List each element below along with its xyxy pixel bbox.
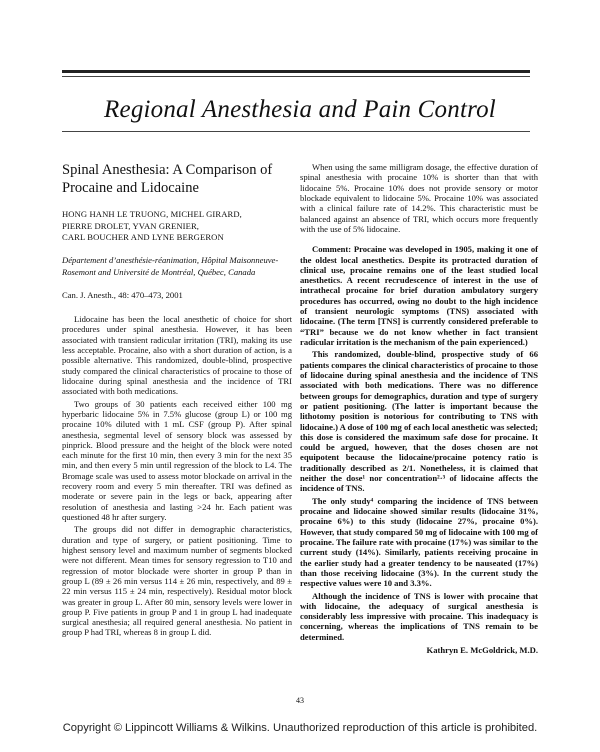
section-title: Regional Anesthesia and Pain Control: [104, 96, 496, 123]
article-title: Spinal Anesthesia: A Comparison of Procaine and Lidocaine: [62, 162, 273, 196]
author-list: [62, 209, 292, 243]
comment-paragraph: This randomized, double-blind, prospective study of 66 patients compares the clinical characteristics of procaine to those of lidocaine during spinal anesthesia and the incidence of TNS associated with both medications. There was no difference between groups for demographics, duration and type of surgery or patient positioning. (The latter is important because the lithotomy position is notorious for contributing to TNS with lidocaine.) A dose of 100 mg of each local anesthetic was selected; this dose is considered the maximum safe dose for procaine. It could be argued, however, that the doses chosen are not equipotent because the lidocaine/procaine potency ratio is traditionally described as 2/1. Nonetheless, it is claimed that neither the dose¹ nor concentration²·³ of lidocaine affects the incidence of TNS.: [300, 349, 538, 494]
header-thin-rule: [62, 76, 530, 77]
affiliation: Département d’anesthésie-réanimation, Hôpital Maisonneuve-Rosemont and Université de Montréal, Québec, Canada: [62, 255, 279, 277]
page-number: 43: [296, 696, 304, 705]
citation: Can. J. Anesth., 48: 470–473, 2001: [62, 289, 183, 300]
body-paragraph: Two groups of 30 patients each received either 100 mg hyperbaric lidocaine 5% in 7.5% glucose (group L) or 100 mg procaine 10% diluted with 1 mL CSF (group P). After spinal anesthesia, segmental level of sensory block was assessed by pinprick. Blood pressure and the height of the block were noted each minute for the first 10 min, then every 3 min for the next 35 min, and then every 5 min until regression of the block to L4. The Bromage scale was used to assess motor blockade on arrival in the recovery room and every 5 min thereafter. TRI was defined as moderate or severe pain in the legs or back, appearing after resolution of anesthesia and lasting >24 hr. Each patient was questioned 48 hr after surgery.: [62, 398, 292, 522]
author-line: PIERRE DROLET, YVAN GRENIER,: [62, 220, 200, 231]
right-column: [300, 162, 538, 655]
comment-paragraph: Although the incidence of TNS is lower with procaine that with lidocaine, the adequacy of surgical anesthesia is considerably less impressive with procaine. This inadequacy is concerning, whereas the implications of TNS remain to be determined.: [300, 590, 538, 642]
author-signature: Kathryn E. McGoldrick, M.D.: [426, 645, 538, 656]
comment-paragraph: The only study⁴ comparing the incidence of TNS between procaine and lidocaine showed similar results (lidocaine 31%, procaine 6%) to this study (lidocaine 27%, procaine 0%). However, that study compared 50 mg of lidocaine with 100 mg of procaine. The failure rate with procaine (17%) was similar to the current study (14%). Similarly, patients receiving procaine in the earlier study had a greater tendency to be nauseated (17%) than those receiving lidocaine (3%). In the current study the respective values were 10 and 3.3%.: [300, 495, 538, 589]
body-paragraph: Lidocaine has been the local anesthetic of choice for short procedures under spinal anesthesia. However, it has been associated with transient radicular irritation (TRI), making its use less acceptable. Procaine, also with a short duration of action, is a possible alternative. This randomized, double-blind, prospective study compared the clinical characteristics of procaine to those of lidocaine during spinal anesthesia and the incidence of TRI associated with both medications.: [62, 314, 292, 397]
copyright-notice: Copyright © Lippincott Williams & Wilkins. Unauthorized reproduction of this article is prohibited.: [62, 722, 538, 734]
body-paragraph: When using the same milligram dosage, the effective duration of spinal anesthesia with procaine 10% is shorter than that with lidocaine 5%. Procaine 10% does not provide sensory or motor blockade equivalent to lidocaine 5%. Procaine 10% was associated with a clinical failure rate of 14.2%. This characteristic must be balanced against an absence of TRI, which occurs more frequently with the use of 5% lidocaine.: [300, 162, 538, 234]
author-line: CARL BOUCHER AND LYNE BERGERON: [62, 232, 224, 243]
comment-paragraph: Comment: Procaine was developed in 1905, making it one of the oldest local anesthetics. Despite its protracted duration of clinical use, procaine remains one of the least studied local anesthetics. A recent recrudescence of interest in the use of intrathecal procaine for brief duration ambulatory surgery procedures has occurred, owing no doubt to the high incidence of transient neurologic symptoms (TNS) associated with lidocaine. (The term [TNS] is currently considered preferable to “TRI” because we do not know whether in fact transient radicular irritation is the mechanism of the pain experienced.): [300, 244, 538, 347]
section-title-rule: [62, 131, 530, 132]
header-thick-rule: [62, 70, 530, 73]
left-column: [62, 162, 292, 638]
author-line: HONG HANH LE TRUONG, MICHEL GIRARD,: [62, 209, 242, 220]
body-paragraph: The groups did not differ in demographic characteristics, duration and type of surgery, or patient positioning. Time to highest sensory level and maximum number of segments blocked were not different. Mean times for sensory regression to T10 and regression of motor blockade were shorter in group P than in group L (89 ± 26 min versus 114 ± 26 min, respectively, and 89 ± 22 min versus 115 ± 24 min, respectively). Residual motor block was greater in group L. After 80 min, sensory levels were lower in group P. Five patients in group P and 1 in group L had inadequate surgical anesthesia; all required general anesthesia. No patient in group P had TRI, whereas 8 in group L did.: [62, 524, 292, 638]
